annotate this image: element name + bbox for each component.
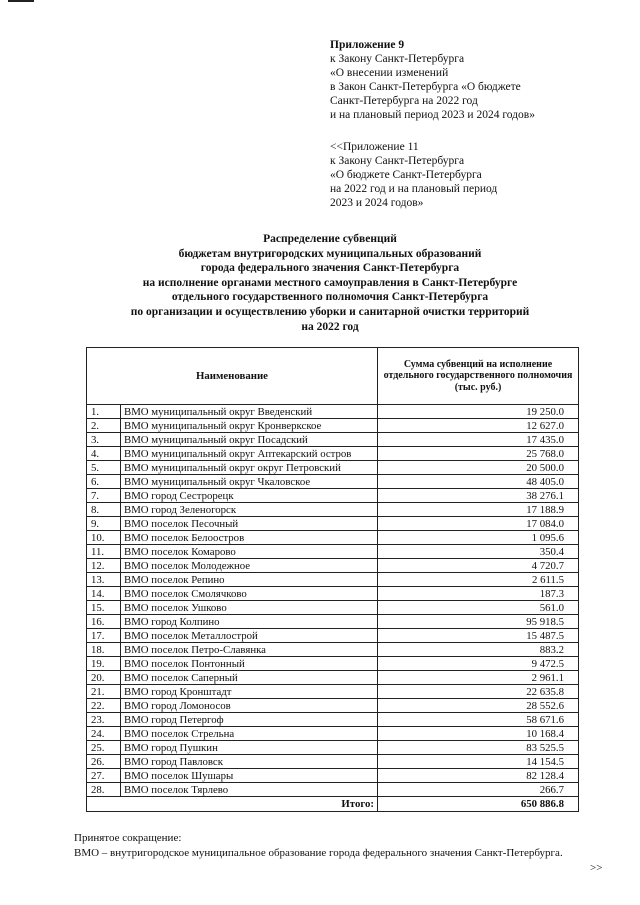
- row-value: 15 487.5: [378, 629, 579, 643]
- abbreviation-label: Принятое сокращение:: [74, 832, 182, 844]
- row-number: 17.: [87, 629, 121, 643]
- total-label: Итого:: [87, 797, 378, 812]
- title-line: на 2022 год: [301, 320, 359, 333]
- appendix-11-heading: <<Приложение 11: [330, 141, 419, 153]
- row-value: 17 435.0: [378, 433, 579, 447]
- appendix-9-heading: Приложение 9: [330, 39, 405, 51]
- row-name: ВМО поселок Ушково: [121, 601, 378, 615]
- table-row: [87, 461, 579, 475]
- row-value: 82 128.4: [378, 769, 579, 783]
- table-header-row: [87, 348, 579, 405]
- title-line: по организации и осуществлению уборки и санитарной очистки территорий: [130, 305, 530, 318]
- row-value: 2 961.1: [378, 671, 579, 685]
- row-name: ВМО поселок Стрельна: [121, 727, 378, 741]
- appendix-9-line: «О внесении изменений: [330, 67, 449, 79]
- row-name: ВМО муниципальный округ Чкаловское: [121, 475, 378, 489]
- row-number: 15.: [87, 601, 121, 615]
- row-value: 266.7: [378, 783, 579, 797]
- abbreviation-text: ВМО – внутригородское муниципальное образование города федерального значения Санкт-Петербурга.: [74, 847, 563, 859]
- row-value: 22 635.8: [378, 685, 579, 699]
- row-number: 23.: [87, 713, 121, 727]
- table-row: [87, 545, 579, 559]
- table-row: [87, 531, 579, 545]
- row-value: 17 084.0: [378, 517, 579, 531]
- row-value: 95 918.5: [378, 615, 579, 629]
- subvention-table: [86, 347, 579, 812]
- row-value: 28 552.6: [378, 699, 579, 713]
- table-row: [87, 727, 579, 741]
- row-number: 13.: [87, 573, 121, 587]
- row-number: 11.: [87, 545, 121, 559]
- table-row: [87, 629, 579, 643]
- row-name: ВМО город Кронштадт: [121, 685, 378, 699]
- row-name: ВМО поселок Молодежное: [121, 559, 378, 573]
- row-number: 6.: [87, 475, 121, 489]
- table-row: [87, 517, 579, 531]
- row-number: 7.: [87, 489, 121, 503]
- total-row: [87, 797, 579, 812]
- table-row: [87, 489, 579, 503]
- row-number: 26.: [87, 755, 121, 769]
- row-number: 27.: [87, 769, 121, 783]
- continuation-mark: >>: [590, 862, 603, 874]
- row-name: ВМО поселок Саперный: [121, 671, 378, 685]
- title-line: бюджетам внутригородских муниципальных образований: [178, 247, 482, 260]
- row-number: 20.: [87, 671, 121, 685]
- row-number: 8.: [87, 503, 121, 517]
- title-line: города федерального значения Санкт-Петербурга: [200, 262, 460, 275]
- row-value: 1 095.6: [378, 531, 579, 545]
- row-value: 12 627.0: [378, 419, 579, 433]
- total-value: 650 886.8: [378, 797, 579, 812]
- table-row: [87, 755, 579, 769]
- row-number: 19.: [87, 657, 121, 671]
- row-value: 350.4: [378, 545, 579, 559]
- row-name: ВМО поселок Комарово: [121, 545, 378, 559]
- table-row: [87, 405, 579, 419]
- row-value: 10 168.4: [378, 727, 579, 741]
- table-row: [87, 419, 579, 433]
- table-row: [87, 615, 579, 629]
- table-row: [87, 671, 579, 685]
- header-sum: Сумма субвенций на исполнение отдельного государственного полномочия (тыс. руб.): [378, 348, 579, 405]
- title-line: на исполнение органами местного самоуправления в Санкт-Петербурге: [142, 276, 518, 289]
- header-name: Наименование: [87, 348, 378, 405]
- table-row: [87, 433, 579, 447]
- scan-mark: [8, 0, 34, 2]
- document-title: [60, 232, 600, 334]
- row-value: 561.0: [378, 601, 579, 615]
- row-name: ВМО поселок Смолячково: [121, 587, 378, 601]
- row-number: 4.: [87, 447, 121, 461]
- row-number: 2.: [87, 419, 121, 433]
- table-body: [87, 405, 579, 797]
- row-value: 48 405.0: [378, 475, 579, 489]
- row-name: ВМО муниципальный округ Посадский: [121, 433, 378, 447]
- row-number: 3.: [87, 433, 121, 447]
- row-name: ВМО муниципальный округ Введенский: [121, 405, 378, 419]
- row-number: 14.: [87, 587, 121, 601]
- table-row: [87, 713, 579, 727]
- row-name: ВМО поселок Песочный: [121, 517, 378, 531]
- row-name: ВМО город Пушкин: [121, 741, 378, 755]
- row-number: 16.: [87, 615, 121, 629]
- row-name: ВМО город Сестрорецк: [121, 489, 378, 503]
- row-value: 187.3: [378, 587, 579, 601]
- appendix-9-line: в Закон Санкт-Петербурга «О бюджете: [330, 81, 521, 93]
- row-value: 9 472.5: [378, 657, 579, 671]
- row-number: 24.: [87, 727, 121, 741]
- row-number: 18.: [87, 643, 121, 657]
- row-value: 17 188.9: [378, 503, 579, 517]
- table-row: [87, 503, 579, 517]
- row-name: ВМО поселок Шушары: [121, 769, 378, 783]
- row-name: ВМО муниципальный округ Аптекарский остров: [121, 447, 378, 461]
- table-row: [87, 559, 579, 573]
- row-name: ВМО поселок Металлострой: [121, 629, 378, 643]
- appendix-11-line: к Закону Санкт-Петербурга: [330, 155, 465, 167]
- row-value: 2 611.5: [378, 573, 579, 587]
- row-name: ВМО муниципальный округ округ Петровский: [121, 461, 378, 475]
- appendix-11-line: 2023 и 2024 годов»: [330, 197, 424, 209]
- appendix-9-line: к Закону Санкт-Петербурга: [330, 53, 465, 65]
- abbreviation-note: [74, 831, 563, 861]
- table-row: [87, 769, 579, 783]
- row-value: 25 768.0: [378, 447, 579, 461]
- row-name: ВМО поселок Тярлево: [121, 783, 378, 797]
- row-number: 10.: [87, 531, 121, 545]
- appendix-11-line: на 2022 год и на плановый период: [330, 183, 498, 195]
- row-name: ВМО город Колпино: [121, 615, 378, 629]
- row-name: ВМО поселок Репино: [121, 573, 378, 587]
- row-name: ВМО муниципальный округ Кронверкское: [121, 419, 378, 433]
- row-number: 25.: [87, 741, 121, 755]
- row-name: ВМО поселок Петро-Славянка: [121, 643, 378, 657]
- row-value: 14 154.5: [378, 755, 579, 769]
- row-number: 21.: [87, 685, 121, 699]
- row-value: 4 720.7: [378, 559, 579, 573]
- table-row: [87, 643, 579, 657]
- row-name: ВМО поселок Белоостров: [121, 531, 378, 545]
- appendix-11-header: [330, 140, 497, 210]
- table-row: [87, 475, 579, 489]
- row-number: 12.: [87, 559, 121, 573]
- row-name: ВМО город Петергоф: [121, 713, 378, 727]
- table-row: [87, 587, 579, 601]
- row-value: 19 250.0: [378, 405, 579, 419]
- title-line: Распределение субвенций: [263, 233, 397, 245]
- row-value: 20 500.0: [378, 461, 579, 475]
- appendix-9-line: и на плановый период 2023 и 2024 годов»: [330, 109, 535, 121]
- row-value: 83 525.5: [378, 741, 579, 755]
- appendix-9-header: [330, 38, 535, 122]
- table-row: [87, 783, 579, 797]
- table-row: [87, 685, 579, 699]
- appendix-11-line: «О бюджете Санкт-Петербурга: [330, 169, 482, 181]
- table-row: [87, 741, 579, 755]
- appendix-9-line: Санкт-Петербурга на 2022 год: [330, 95, 478, 107]
- row-number: 5.: [87, 461, 121, 475]
- row-value: 38 276.1: [378, 489, 579, 503]
- table-row: [87, 699, 579, 713]
- table-row: [87, 601, 579, 615]
- row-name: ВМО город Ломоносов: [121, 699, 378, 713]
- row-number: 22.: [87, 699, 121, 713]
- row-number: 9.: [87, 517, 121, 531]
- row-number: 28.: [87, 783, 121, 797]
- title-line: отдельного государственного полномочия Санкт-Петербурга: [171, 291, 489, 304]
- row-name: ВМО город Павловск: [121, 755, 378, 769]
- table-row: [87, 447, 579, 461]
- row-number: 1.: [87, 405, 121, 419]
- row-name: ВМО поселок Понтонный: [121, 657, 378, 671]
- row-value: 58 671.6: [378, 713, 579, 727]
- row-name: ВМО город Зеленогорск: [121, 503, 378, 517]
- row-value: 883.2: [378, 643, 579, 657]
- table-row: [87, 573, 579, 587]
- table-row: [87, 657, 579, 671]
